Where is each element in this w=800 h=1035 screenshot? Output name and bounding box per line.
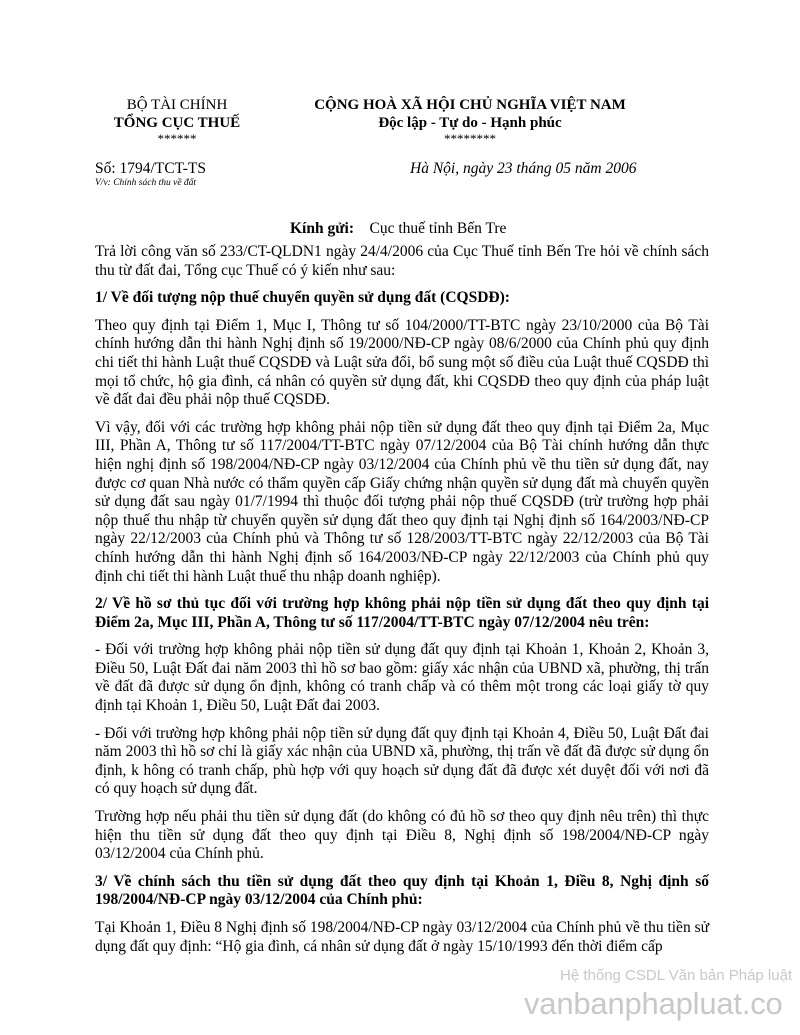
document-body [95, 243, 709, 965]
document-subject: V/v: Chính sách thu về đất [95, 178, 197, 188]
issuer-block [112, 96, 242, 146]
national-motto-block [300, 96, 640, 146]
country-name: CỘNG HOÀ XÃ HỘI CHỦ NGHĨA VIỆT NAM [314, 97, 626, 113]
motto: Độc lập - Tự do - Hạnh phúc [378, 115, 562, 131]
agency-name: TỔNG CỤC THUẾ [113, 115, 241, 131]
recipient-line [290, 220, 506, 238]
watermark-site: vanbanphapluat.co [524, 986, 783, 1021]
ministry-name: BỘ TÀI CHÍNH [126, 97, 228, 113]
motto-stars: ******** [444, 131, 496, 146]
document-date: Hà Nội, ngày 23 tháng 05 năm 2006 [410, 160, 637, 177]
paragraph: - Đối với trường hợp không phải nộp tiền sử dụng đất quy định tại Khoản 1, Khoản 2, Khoản 3, Điều 50, Luật Đất đai năm 2003 thì hồ sơ bao gồm: giấy xác nhận của UBND xã, phường, thị trấn về đất đã được sử dụng ổn định, không có tranh chấp và có thêm một trong các loại giấy tờ quy định tại Khoản 1, Điều 50, Luật Đất đai 2003. [95, 641, 709, 715]
recipient-name: Cục thuế tỉnh Bến Tre [369, 220, 507, 237]
section-heading: 2/ Về hồ sơ thủ tục đối với trường hợp không phải nộp tiền sử dụng đất theo quy định tại Điểm 2a, Mục III, Phần A, Thông tư số 117/2004/TT-BTC ngày 07/12/2004 nêu trên: [95, 595, 709, 631]
paragraph: Vì vậy, đối với các trường hợp không phải nộp tiền sử dụng đất theo quy định tại Điểm 2a, Mục III, Phần A, Thông tư số 117/2004/TT-BTC ngày 07/12/2004 của Bộ Tài chính hướng dẫn thực hiện nghị định số 198/2004/NĐ-CP ngày 03/12/2004 của Chính phủ về thu tiền sử dụng đất, nay được cơ quan Nhà nước có thẩm quyền cấp Giấy chứng nhận quyền sử dụng đất mà chuyển quyền sử dụng đất sau ngày 01/7/1994 thì thuộc đối tượng phải nộp thuế CQSDĐ (trừ trường hợp phải nộp thuế thu nhập từ chuyển quyền sử dụng đất theo quy định tại Nghị định số 164/2003/NĐ-CP ngày 22/12/2003 của Chính phủ và Thông tư số 128/2003/TT-BTC ngày 22/12/2003 của Bộ Tài chính hướng dẫn thi hành Nghị định số 164/2003/NĐ-CP ngày 22/12/2003 của Chính phủ quy định chi tiết thi hành Luật thuế thu nhập doanh nghiệp). [95, 418, 709, 585]
watermark-caption: Hệ thống CSDL Văn bản Pháp luật [560, 967, 793, 984]
recipient-label: Kính gửi: [290, 220, 354, 237]
paragraph: Theo quy định tại Điểm 1, Mục I, Thông tư số 104/2000/TT-BTC ngày 23/10/2000 của Bộ Tài chính hướng dẫn thi hành Nghị định số 19/2000/NĐ-CP ngày 08/6/2000 của Chính phủ quy định chi tiết thi hành Luật thuế CQSDĐ và Luật sửa đổi, bổ sung một số điều của Luật thuế CQSDĐ thì mọi tổ chức, hộ gia đình, cá nhân có quyền sử dụng đất, khi CQSDĐ theo quy định của pháp luật về đất đai đều phải nộp thuế CQSDĐ. [95, 316, 709, 409]
section-heading: 3/ Về chính sách thu tiền sử dụng đất theo quy định tại Khoản 1, Điều 8, Nghị định số 198/2004/NĐ-CP ngày 03/12/2004 của Chính phủ: [95, 872, 709, 909]
issuer-stars: ****** [157, 131, 197, 146]
paragraph: - Đối với trường hợp không phải nộp tiền sử dụng đất quy định tại Khoản 4, Điều 50, Luật Đất đai năm 2003 thì hồ sơ chỉ là giấy xác nhận của UBND xã, phường, thị trấn về đất đã được sử dụng ổn định, k hông có tranh chấp, phù hợp với quy hoạch sử dụng đất đã được xét duyệt đối với nơi đã có quy hoạch sử dụng đất. [95, 724, 709, 798]
paragraph: Trả lời công văn số 233/CT-QLDN1 ngày 24/4/2006 của Cục Thuế tỉnh Bến Tre hỏi về chính sách thu từ đất đai, Tổng cục Thuế có ý kiến như sau: [95, 243, 709, 279]
paragraph: Tại Khoản 1, Điều 8 Nghị định số 198/2004/NĐ-CP ngày 03/12/2004 của Chính phủ về thu tiền sử dụng đất quy định: “Hộ gia đình, cá nhân sử dụng đất ở ngày 15/10/1993 đến thời điểm cấp [95, 919, 709, 955]
document-number: Số: 1794/TCT-TS [95, 160, 206, 177]
section-heading: 1/ Về đối tượng nộp thuế chuyển quyền sử dụng đất (CQSDĐ): [95, 289, 510, 307]
paragraph: Trường hợp nếu phải thu tiền sử dụng đất (do không có đủ hồ sơ theo quy định nêu trên) thì thực hiện thu tiền sử dụng đất theo quy định tại Điều 8, Nghị định số 198/2004/NĐ-CP ngày 03/12/2004 của Chính phủ. [95, 808, 709, 863]
